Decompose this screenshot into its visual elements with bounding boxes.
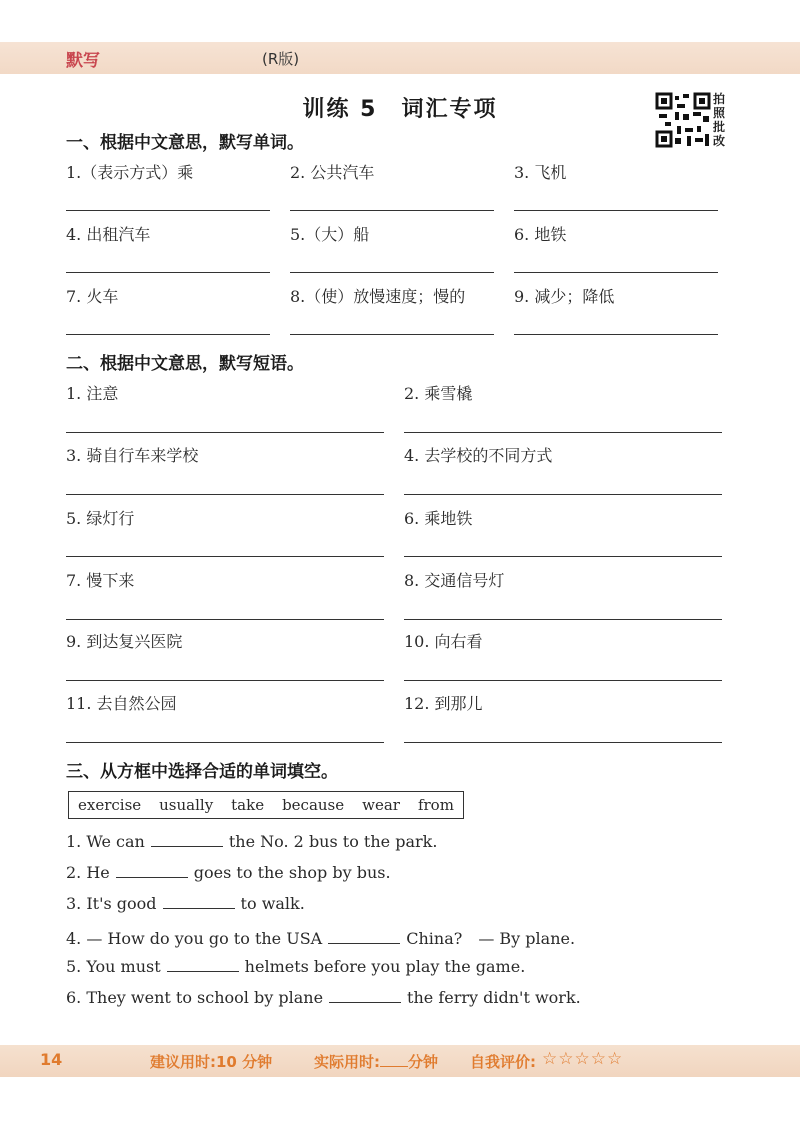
s2-answer-line-3[interactable] [66, 494, 384, 495]
s1-answer-line-5[interactable] [290, 272, 494, 273]
s2-item-9: 9. 到达复兴医院 [66, 632, 183, 651]
s2-item-8: 8. 交通信号灯 [404, 571, 505, 590]
s1-answer-line-9[interactable] [514, 334, 718, 335]
s2-answer-line-7[interactable] [66, 619, 384, 620]
brand-logo: 默写 [66, 51, 100, 71]
word-bank-box [68, 791, 464, 819]
s1-answer-line-1[interactable] [66, 210, 270, 211]
word-bank-item: take [231, 796, 265, 814]
s2-answer-line-9[interactable] [66, 680, 384, 681]
actual-time-blank[interactable] [380, 1054, 408, 1067]
fill-blank[interactable] [163, 894, 235, 909]
s2-item-2: 2. 乘雪橇 [404, 384, 473, 403]
s3-sentence-3: 3. It's good to walk. [66, 894, 305, 913]
word-bank-item: exercise [77, 796, 142, 814]
s1-item-4: 4. 出租汽车 [66, 225, 151, 244]
self-eval-stars[interactable]: ☆☆☆☆☆ [542, 1049, 624, 1069]
s1-answer-line-6[interactable] [514, 272, 718, 273]
s3-sentence-6: 6. They went to school by plane the ferry didn't work. [66, 988, 581, 1007]
fill-blank[interactable] [328, 929, 400, 944]
s3-sentence-4: 4. — How do you go to the USA China? — By plane. [66, 929, 576, 948]
s1-answer-line-2[interactable] [290, 210, 494, 211]
header-band [0, 42, 800, 74]
s1-answer-line-7[interactable] [66, 334, 270, 335]
word-bank-item: from [417, 796, 454, 814]
s2-item-6: 6. 乘地铁 [404, 509, 473, 528]
s1-item-6: 6. 地铁 [514, 225, 567, 244]
actual-time: 实际用时: 分钟 [314, 1053, 439, 1071]
s1-answer-line-4[interactable] [66, 272, 270, 273]
s2-item-7: 7. 慢下来 [66, 571, 135, 590]
s2-item-11: 11. 去自然公园 [66, 694, 177, 713]
s1-item-5: 5.（大）船 [290, 225, 370, 244]
s2-answer-line-2[interactable] [404, 432, 722, 433]
fill-blank[interactable] [329, 988, 401, 1003]
s2-answer-line-1[interactable] [66, 432, 384, 433]
section1-heading: 一、根据中文意思，默写单词。 [66, 133, 304, 153]
section3-heading: 三、从方框中选择合适的单词填空。 [66, 762, 338, 782]
s2-answer-line-10[interactable] [404, 680, 722, 681]
s2-item-12: 12. 到那儿 [404, 694, 483, 713]
s1-item-7: 7. 火车 [66, 287, 119, 306]
s2-answer-line-8[interactable] [404, 619, 722, 620]
s2-answer-line-11[interactable] [66, 742, 384, 743]
s3-sentence-2: 2. He goes to the shop by bus. [66, 863, 391, 882]
s2-item-1: 1. 注意 [66, 384, 119, 403]
s1-answer-line-8[interactable] [290, 334, 494, 335]
word-bank-item: wear [362, 796, 400, 814]
fill-blank[interactable] [116, 863, 188, 878]
s1-item-1: 1.（表示方式）乘 [66, 163, 194, 182]
s1-item-3: 3. 飞机 [514, 163, 567, 182]
page-number: 14 [40, 1050, 63, 1069]
suggested-time: 建议用时:10 分钟 [150, 1053, 273, 1071]
s2-answer-line-12[interactable] [404, 742, 722, 743]
s1-answer-line-3[interactable] [514, 210, 718, 211]
qr-code-icon[interactable] [655, 92, 711, 148]
fill-blank[interactable] [151, 832, 223, 847]
word-bank-item: usually [159, 796, 214, 814]
s2-answer-line-4[interactable] [404, 494, 722, 495]
page-title: 训练 5 词汇专项 [302, 97, 498, 122]
s3-sentence-5: 5. You must helmets before you play the game. [66, 957, 526, 976]
edition-label: (R版) [262, 50, 300, 68]
s1-item-8: 8.（使）放慢速度；慢的 [290, 287, 466, 306]
s1-item-9: 9. 减少；降低 [514, 287, 615, 306]
section2-heading: 二、根据中文意思，默写短语。 [66, 354, 304, 374]
self-eval-label: 自我评价: [470, 1053, 536, 1071]
s2-answer-line-5[interactable] [66, 556, 384, 557]
s3-sentence-1: 1. We can the No. 2 bus to the park. [66, 832, 438, 851]
qr-label: 拍 照 批 改 [713, 92, 726, 148]
s1-item-2: 2. 公共汽车 [290, 163, 375, 182]
s2-item-10: 10. 向右看 [404, 632, 483, 651]
s2-item-5: 5. 绿灯行 [66, 509, 135, 528]
word-bank-item: because [282, 796, 345, 814]
fill-blank[interactable] [167, 957, 239, 972]
s2-answer-line-6[interactable] [404, 556, 722, 557]
s2-item-3: 3. 骑自行车来学校 [66, 446, 199, 465]
s2-item-4: 4. 去学校的不同方式 [404, 446, 553, 465]
